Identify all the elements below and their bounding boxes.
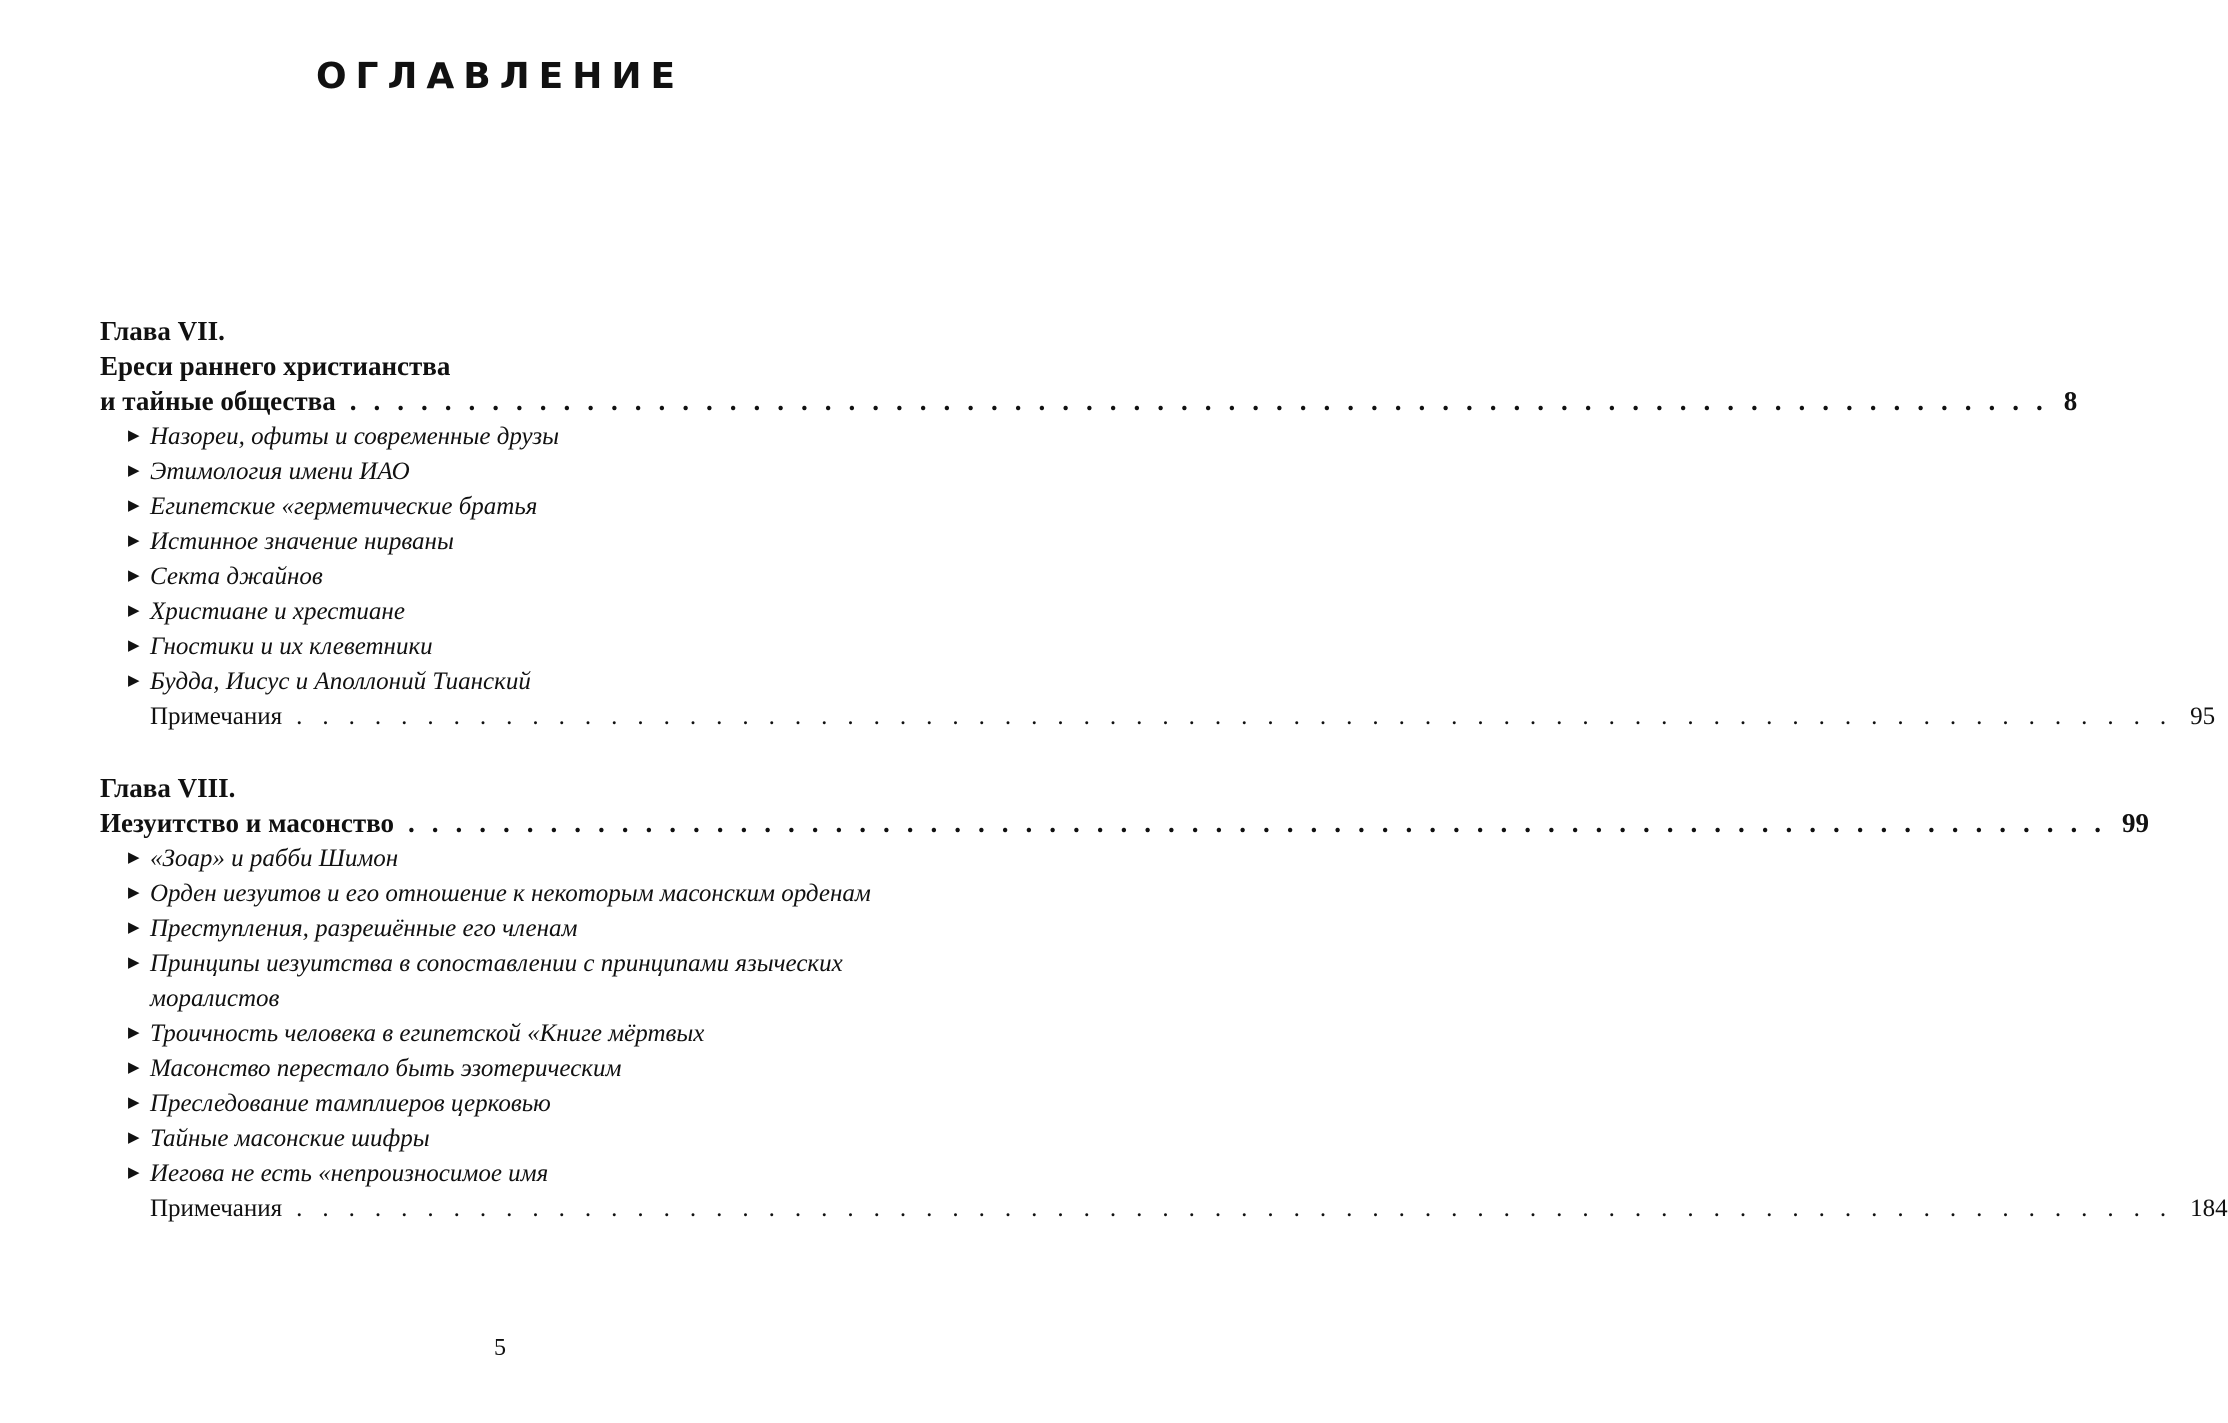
toc-subitem-label: Иегова не есть «непроизносимое имя: [150, 1160, 549, 1187]
chapter-page-number: 8: [2063, 386, 2078, 416]
toc-subitem[interactable]: [100, 911, 940, 946]
dot-leader: ........................................................................: [296, 1195, 2187, 1222]
triangle-bullet-icon: ▶: [128, 463, 140, 479]
triangle-bullet-icon: ▶: [128, 1165, 140, 1181]
toc-subitem[interactable]: [100, 594, 940, 629]
triangle-bullet-icon: ▶: [128, 850, 140, 866]
notes-entry[interactable]: [100, 1191, 2228, 1226]
toc-subitem[interactable]: [100, 876, 940, 911]
toc-subitem-label: Истинное значение нирваны: [150, 528, 454, 555]
toc-subitem[interactable]: [100, 1086, 940, 1121]
chapter-heading-line: Глава VIII.: [100, 773, 236, 803]
toc-subitem-label: Будда, Иисус и Аполлоний Тианский: [150, 668, 531, 695]
triangle-bullet-icon: ▶: [128, 885, 140, 901]
triangle-bullet-icon: ▶: [128, 568, 140, 584]
toc-subitem[interactable]: [100, 664, 940, 699]
triangle-bullet-icon: ▶: [128, 673, 140, 689]
chapter-title: и тайные общества: [100, 386, 336, 416]
triangle-bullet-icon: ▶: [128, 955, 140, 971]
toc-subitem-label: Масонство перестало быть эзотерическим: [150, 1055, 622, 1082]
toc-subitem-label: Орден иезуитов и его отношение к некоторым масонским орденам: [150, 880, 871, 907]
toc-subitem-label: Этимология имени ИАО: [150, 458, 410, 485]
toc-subitem[interactable]: [100, 524, 940, 559]
toc-subitem[interactable]: [100, 454, 940, 489]
triangle-bullet-icon: ▶: [128, 1060, 140, 1076]
triangle-bullet-icon: ▶: [128, 920, 140, 936]
triangle-bullet-icon: ▶: [128, 1095, 140, 1111]
notes-page-number: 95: [2190, 703, 2216, 730]
chapter-title-entry[interactable]: [100, 384, 2078, 419]
toc-subitem[interactable]: [100, 559, 940, 594]
chapter-heading-line: Глава VII.: [100, 316, 225, 346]
toc-subitem[interactable]: [100, 1156, 940, 1191]
chapter-title-entry[interactable]: [100, 806, 2150, 841]
triangle-bullet-icon: ▶: [128, 603, 140, 619]
toc-subitem[interactable]: [100, 1016, 940, 1051]
chapter-heading-line: Ереси раннего христианства: [100, 351, 451, 381]
toc-subitem[interactable]: [100, 629, 940, 664]
toc-subitem-label: «Зоар» и рабби Шимон: [150, 845, 399, 872]
triangle-bullet-icon: ▶: [128, 428, 140, 444]
toc-subitem-label: Преследование тамплиеров церковью: [150, 1090, 551, 1117]
toc-subitem-label: Секта джайнов: [150, 563, 323, 590]
notes-page-number: 184: [2190, 1195, 2228, 1222]
notes-entry[interactable]: [100, 699, 2216, 734]
triangle-bullet-icon: ▶: [128, 638, 140, 654]
triangle-bullet-icon: ▶: [128, 1025, 140, 1041]
chapter-7: [100, 314, 2216, 734]
toc-subitem-label: Тайные масонские шифры: [150, 1125, 430, 1152]
toc-subitem[interactable]: [100, 841, 940, 876]
chapter-8: [100, 771, 2228, 1226]
toc-subitem[interactable]: [100, 1121, 940, 1156]
toc-subitem[interactable]: [100, 946, 940, 1016]
notes-label: Примечания: [150, 703, 283, 730]
notes-label: Примечания: [150, 1195, 283, 1222]
toc-subitem[interactable]: [100, 419, 940, 454]
page-title: ОГЛАВЛЕНИЕ: [315, 56, 685, 97]
page-number: 5: [494, 1335, 506, 1361]
chapter-page-number: 99: [2122, 808, 2150, 838]
toc-subitem-label: Принципы иезуитства в сопоставлении с принципами языческих моралистов: [150, 950, 843, 1012]
chapter-title: Иезуитство и масонство: [100, 808, 395, 838]
toc-subitem-label: Преступления, разрешённые его членам: [150, 915, 578, 942]
dot-leader: ........................................................................: [349, 386, 2060, 416]
toc-subitem-label: Назореи, офиты и современные друзы: [150, 423, 560, 450]
toc-subitem[interactable]: [100, 489, 940, 524]
toc-subitem-label: Египетские «герметические братья: [150, 493, 538, 520]
toc-subitem-label: Христиане и хрестиане: [150, 598, 405, 625]
dot-leader: ........................................................................: [408, 808, 2119, 838]
triangle-bullet-icon: ▶: [128, 498, 140, 514]
dot-leader: ........................................................................: [296, 703, 2187, 730]
triangle-bullet-icon: ▶: [128, 533, 140, 549]
toc-subitem-label: Гностики и их клеветники: [150, 633, 433, 660]
triangle-bullet-icon: ▶: [128, 1130, 140, 1146]
toc-subitem[interactable]: [100, 1051, 940, 1086]
toc-subitem-label: Троичность человека в египетской «Книге мёртвых: [150, 1020, 705, 1047]
